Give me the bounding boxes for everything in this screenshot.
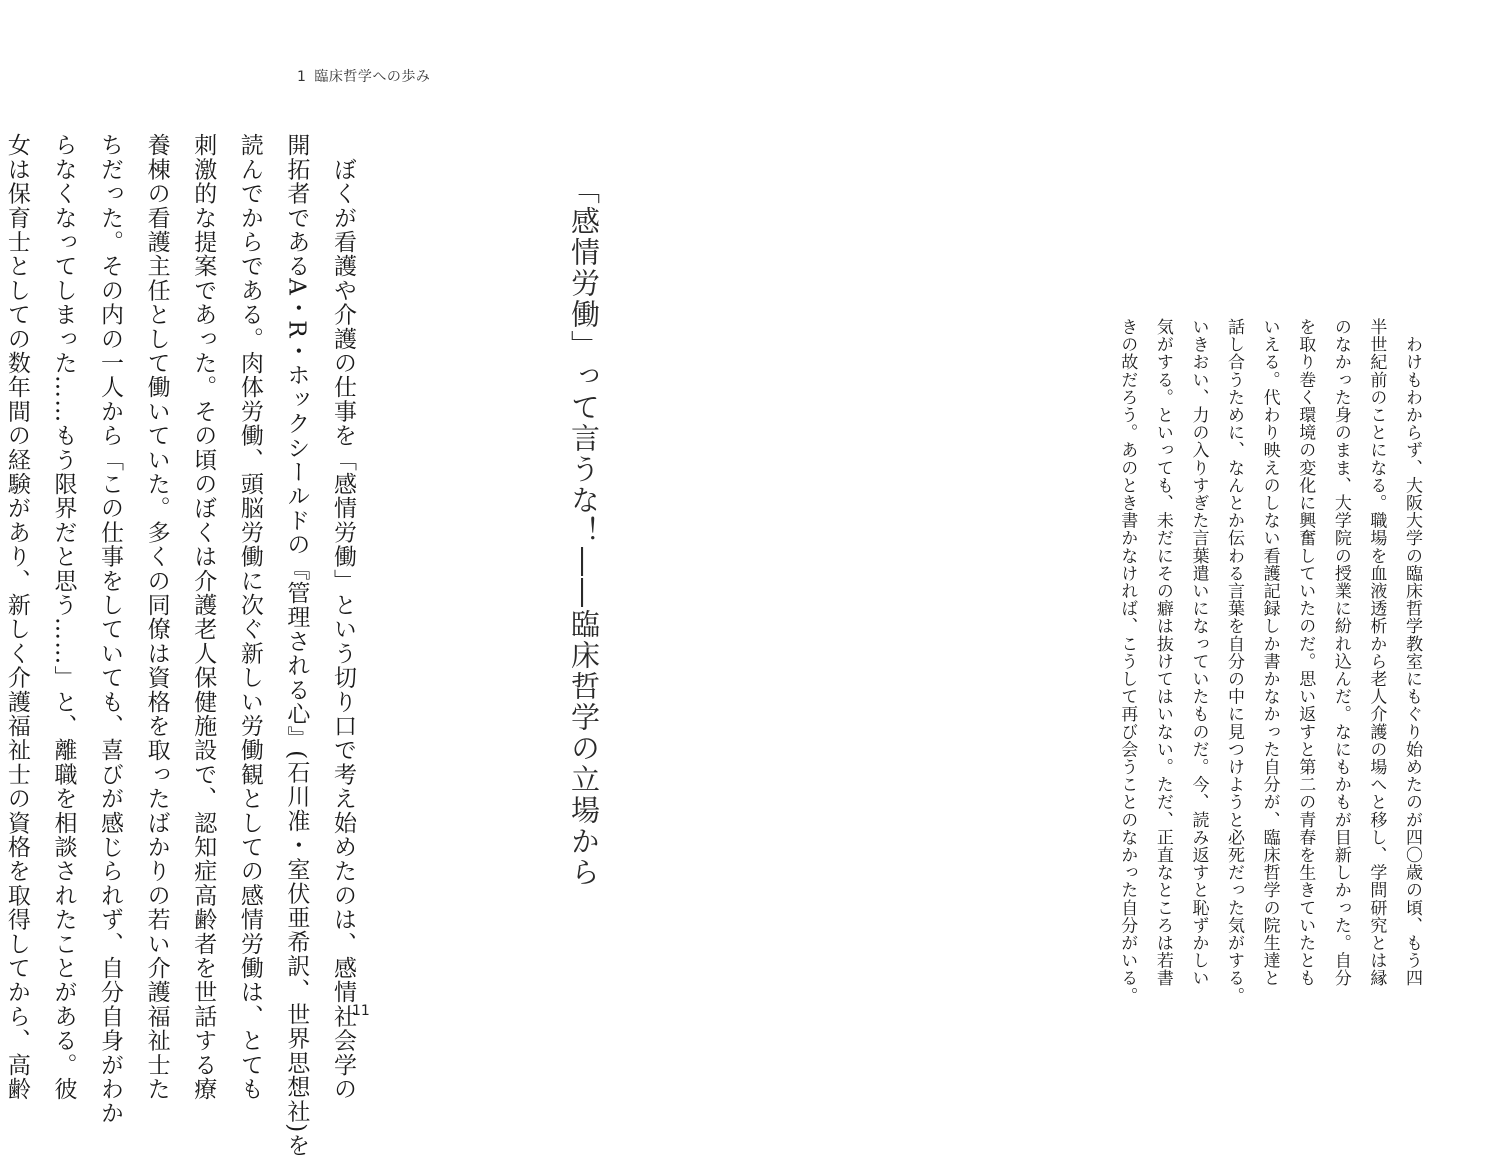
body-line: 話し合うために、なんとか伝わる言葉を自分の中に見つけようと必死だった気がする。 xyxy=(1224,318,1245,1005)
body-line: を取り巻く環境の変化に興奮していたのだ。思い返すと第二の青春を生きていたとも xyxy=(1295,318,1316,987)
running-head xyxy=(297,66,430,86)
body-line: 読んでからである。肉体労働、頭脳労働に次ぐ新しい労働観としての感情労働は、とても xyxy=(236,133,263,1101)
running-head-chapter-title: 臨床哲学への歩み xyxy=(314,69,431,85)
body-line: ぼくが看護や介護の仕事を「感情労働」という切り口で考え始めたのは、感情社会学の xyxy=(330,133,356,1101)
body-line: わけもわからず、大阪大学の臨床哲学教室にもぐり始めたのが四〇歳の頃、もう四 xyxy=(1402,318,1422,987)
body-line: のなかった身のまま、大学院の授業に紛れ込んだ。なにもかもが目新しかった。自分 xyxy=(1330,318,1351,987)
body-line: らなくなってしまった……もう限界だと思う……」と、離職を相談されたことがある。彼 xyxy=(50,133,77,1101)
body-line: ちだった。その内の一人から「この仕事をしていても、喜びが感じられず、自分自身がわか xyxy=(97,133,124,1126)
chapter-heading: 「感情労働」って言うな！――臨床哲学の立場から xyxy=(567,175,601,888)
body-line: 刺激的な提案であった。その頃のぼくは介護老人保健施設で、認知症高齢者を世話する療 xyxy=(190,133,217,1101)
right-page-body xyxy=(1117,318,1429,1005)
body-line: 半世紀前のことになる。職場を血液透析から老人介護の場へと移し、学問研究とは縁 xyxy=(1366,318,1387,987)
running-head-chapter-number: 1 xyxy=(297,69,307,85)
body-line: 気がする。といっても、未だにその癖は抜けてはいない。ただ、正直なところは若書 xyxy=(1152,318,1173,987)
body-line: いえる。代わり映えのしない看護記録しか書かなかった自分が、臨床哲学の院生達と xyxy=(1259,318,1280,987)
body-line: 女は保育士としての数年間の経験があり、新しく介護福祉士の資格を取得してから、高齢 xyxy=(3,133,30,1101)
body-line: 養棟の看護主任として働いていた。多くの同僚は資格を取ったばかりの若い介護福祉士た xyxy=(143,133,170,1101)
body-line: 開拓者であるA・R・ホックシールドの『管理される心』(石川准・室伏亜希訳、世界思想社)を xyxy=(283,133,310,1158)
body-line: いきおい、力の入りすぎた言葉遣いになっていたものだ。今、読み返すと恥ずかしい xyxy=(1188,318,1209,987)
body-line: きの故だろう。あのとき書かなければ、こうして再び会うことのなかった自分がいる。 xyxy=(1117,318,1138,1005)
page-number: 11 xyxy=(352,1003,370,1019)
